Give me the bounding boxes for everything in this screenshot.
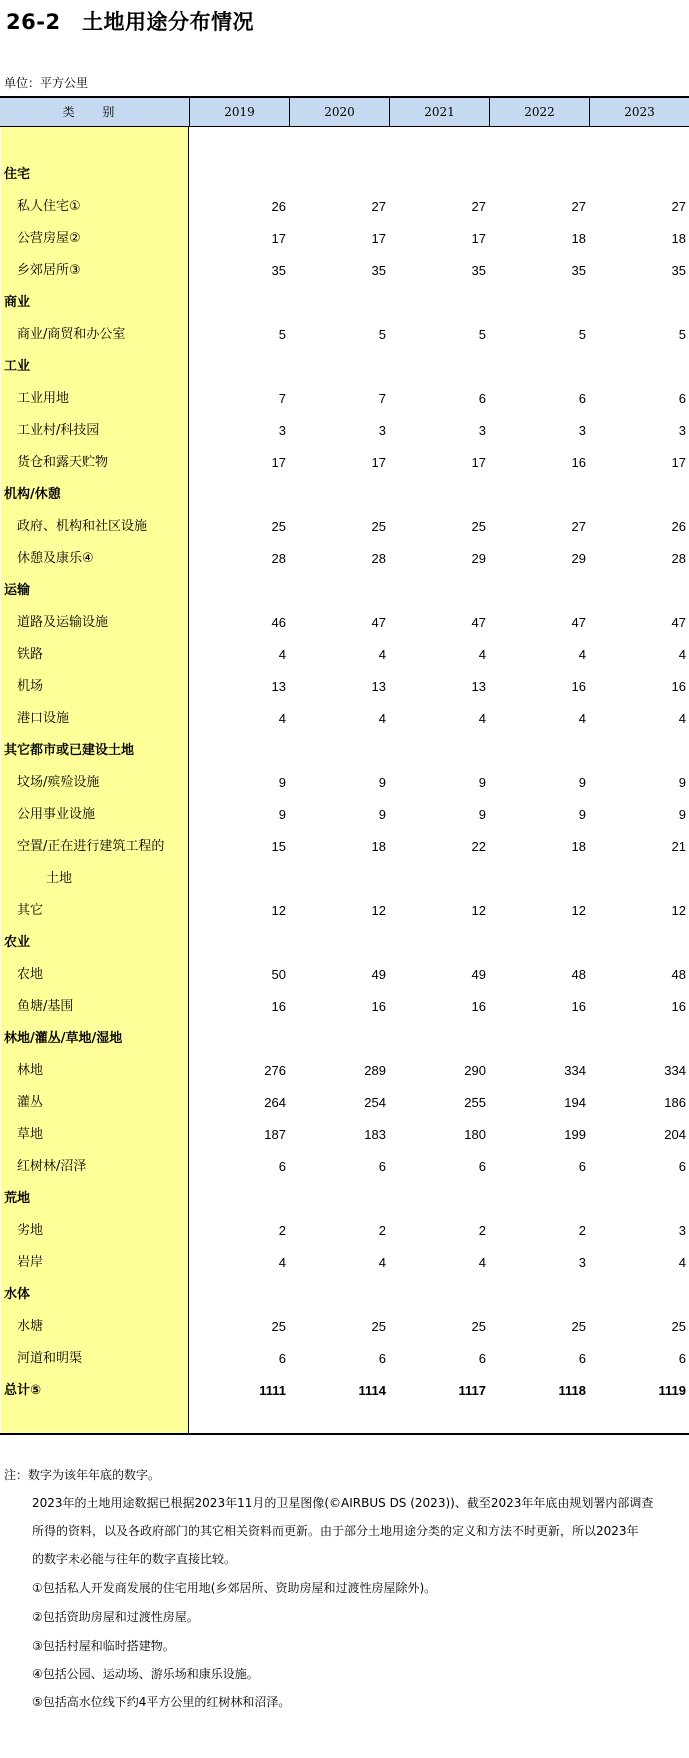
row-label: 土地	[46, 871, 73, 886]
table-row	[0, 767, 689, 799]
cell-2022: 16	[571, 679, 586, 694]
cell-2023: 9	[678, 775, 686, 790]
cell-2021: 22	[471, 839, 486, 854]
cell-2022: 9	[578, 775, 586, 790]
cell-2020: 35	[371, 263, 386, 278]
cell-2020: 183	[364, 1127, 386, 1142]
cell-2020: 49	[371, 967, 386, 982]
row-label: 草地	[17, 1127, 44, 1142]
cell-2020: 9	[378, 807, 386, 822]
row-label: 工业	[4, 359, 31, 374]
cell-2021: 12	[471, 903, 486, 918]
cell-2021: 9	[478, 807, 486, 822]
cell-2021: 6	[478, 1159, 486, 1174]
row-label: 岩岸	[17, 1255, 44, 1270]
table-row	[0, 1247, 689, 1279]
page-title: 26-2 土地用途分布情况	[6, 10, 255, 34]
row-label: 道路及运输设施	[17, 615, 109, 630]
row-label: 荒地	[4, 1191, 31, 1206]
cell-2023: 3	[678, 423, 686, 438]
cell-2020: 12	[371, 903, 386, 918]
cell-2023: 16	[671, 679, 686, 694]
row-label: 港口设施	[17, 711, 70, 726]
table-row	[0, 703, 689, 735]
cell-2022: 47	[571, 615, 586, 630]
row-label: 红树林/沼泽	[17, 1159, 87, 1174]
cell-2019: 25	[271, 519, 286, 534]
table-row	[0, 543, 689, 575]
row-label: 鱼塘/基围	[17, 999, 74, 1014]
header-year-2019: 2019	[189, 98, 289, 126]
cell-2019: 17	[271, 231, 286, 246]
unit-label: 单位：平方公里	[4, 76, 89, 90]
row-label: 工业用地	[17, 391, 70, 406]
cell-2019: 9	[278, 775, 286, 790]
cell-2021: 3	[478, 423, 486, 438]
table-row	[0, 191, 689, 223]
cell-2023: 4	[678, 711, 686, 726]
row-label: 公用事业设施	[17, 807, 96, 822]
cell-2022: 6	[578, 391, 586, 406]
cell-2021: 13	[471, 679, 486, 694]
table-row	[0, 1119, 689, 1151]
cell-2019: 4	[278, 647, 286, 662]
cell-2022: 48	[571, 967, 586, 982]
cell-2023: 9	[678, 807, 686, 822]
header-year-2022: 2022	[489, 98, 589, 126]
cell-2019: 2	[278, 1223, 286, 1238]
row-label: 商业	[4, 295, 31, 310]
row-label: 乡郊居所③	[17, 263, 81, 278]
cell-2020: 289	[364, 1063, 386, 1078]
table-row	[0, 1311, 689, 1343]
cell-2022: 4	[578, 647, 586, 662]
table-bottom-rule	[0, 1433, 689, 1435]
row-label: 水体	[4, 1287, 31, 1302]
cell-2022: 35	[571, 263, 586, 278]
row-label: 工业村/科技园	[17, 423, 100, 438]
cell-2021: 5	[478, 327, 486, 342]
group-row	[0, 1279, 689, 1311]
cell-2021: 16	[471, 999, 486, 1014]
row-label: 农业	[4, 935, 31, 950]
table-row	[0, 639, 689, 671]
cell-2023: 48	[671, 967, 686, 982]
cell-2021: 27	[471, 199, 486, 214]
cell-2023: 12	[671, 903, 686, 918]
cell-2023: 6	[678, 1351, 686, 1366]
row-label: 机场	[17, 679, 44, 694]
cell-2022: 18	[571, 839, 586, 854]
cell-2020: 5	[378, 327, 386, 342]
cell-2020: 9	[378, 775, 386, 790]
table-row	[0, 1215, 689, 1247]
table-row	[0, 383, 689, 415]
row-label: 私人住宅①	[17, 199, 81, 214]
cell-2019: 9	[278, 807, 286, 822]
cell-2020: 17	[371, 231, 386, 246]
row-label: 机构/休憩	[4, 487, 61, 502]
cell-2022: 25	[571, 1319, 586, 1334]
row-label: 其它都市或已建设土地	[4, 743, 135, 758]
table-row	[0, 223, 689, 255]
cell-2020: 1114	[358, 1383, 386, 1398]
cell-2021: 25	[471, 519, 486, 534]
cell-2019: 3	[278, 423, 286, 438]
row-label: 林地/灌丛/草地/湿地	[4, 1031, 123, 1046]
table-row	[0, 1087, 689, 1119]
cell-2020: 25	[371, 519, 386, 534]
row-label: 劣地	[17, 1223, 44, 1238]
cell-2021: 6	[478, 391, 486, 406]
row-label: 住宅	[4, 167, 31, 182]
row-label: 农地	[17, 967, 44, 982]
cell-2020: 17	[371, 455, 386, 470]
cell-2019: 13	[271, 679, 286, 694]
cell-2021: 4	[478, 647, 486, 662]
table-row	[0, 991, 689, 1023]
cell-2021: 2	[478, 1223, 486, 1238]
cell-2020: 254	[364, 1095, 386, 1110]
group-row	[0, 1183, 689, 1215]
cell-2021: 49	[471, 967, 486, 982]
row-label: 铁路	[17, 647, 44, 662]
cell-2019: 12	[271, 903, 286, 918]
cell-2021: 35	[471, 263, 486, 278]
cell-2019: 1111	[259, 1383, 286, 1398]
cell-2023: 25	[671, 1319, 686, 1334]
cell-2019: 7	[278, 391, 286, 406]
cell-2023: 3	[678, 1223, 686, 1238]
cell-2021: 9	[478, 775, 486, 790]
cell-2020: 6	[378, 1159, 386, 1174]
cell-2022: 1118	[558, 1383, 586, 1398]
table-row	[0, 447, 689, 479]
header-category: 类 别	[62, 105, 127, 119]
group-row	[0, 287, 689, 319]
cell-2019: 6	[278, 1351, 286, 1366]
cell-2023: 35	[671, 263, 686, 278]
row-label: 坟场/殡殓设施	[17, 775, 100, 790]
cell-2023: 6	[678, 1159, 686, 1174]
cell-2022: 16	[571, 455, 586, 470]
cell-2023: 4	[678, 1255, 686, 1270]
cell-2023: 186	[664, 1095, 686, 1110]
cell-2019: 26	[271, 199, 286, 214]
cell-2023: 334	[664, 1063, 686, 1078]
cell-2022: 9	[578, 807, 586, 822]
cell-2021: 180	[464, 1127, 486, 1142]
cell-2019: 28	[271, 551, 286, 566]
table-row	[0, 1055, 689, 1087]
land-use-table	[0, 96, 689, 1436]
cell-2022: 27	[571, 199, 586, 214]
cell-2022: 3	[578, 423, 586, 438]
row-label: 运输	[4, 583, 31, 598]
footnote-5: ⑤包括高水位线下约4平方公里的红树林和沼泽。	[32, 1695, 291, 1709]
cell-2019: 5	[278, 327, 286, 342]
cell-2021: 4	[478, 1255, 486, 1270]
cell-2020: 4	[378, 1255, 386, 1270]
table-row	[0, 831, 689, 863]
cell-2022: 2	[578, 1223, 586, 1238]
cell-2021: 47	[471, 615, 486, 630]
cell-2019: 17	[271, 455, 286, 470]
cell-2022: 199	[564, 1127, 586, 1142]
header-year-2021: 2021	[389, 98, 489, 126]
cell-2020: 13	[371, 679, 386, 694]
table-row	[0, 511, 689, 543]
group-row	[0, 1023, 689, 1055]
cell-2019: 25	[271, 1319, 286, 1334]
row-label: 水塘	[17, 1319, 44, 1334]
note-line: 2023年的土地用途数据已根据2023年11月的卫星图像(©AIRBUS DS (2023))、截至2023年年底由规划署内部调查	[32, 1496, 654, 1510]
cell-2023: 26	[671, 519, 686, 534]
cell-2023: 4	[678, 647, 686, 662]
row-label: 空置/正在进行建筑工程的	[17, 839, 165, 854]
table-row	[0, 863, 689, 895]
cell-2023: 1119	[658, 1383, 686, 1398]
cell-2020: 27	[371, 199, 386, 214]
cell-2021: 290	[464, 1063, 486, 1078]
group-row	[0, 735, 689, 767]
cell-2021: 17	[471, 455, 486, 470]
total-row	[0, 1375, 689, 1407]
cell-2020: 7	[378, 391, 386, 406]
footnote-2: ②包括资助房屋和过渡性房屋。	[32, 1610, 199, 1624]
cell-2021: 29	[471, 551, 486, 566]
table-row	[0, 607, 689, 639]
cell-2022: 16	[571, 999, 586, 1014]
header-year-2020: 2020	[289, 98, 389, 126]
group-row	[0, 159, 689, 191]
row-label: 其它	[17, 903, 44, 918]
cell-2023: 27	[671, 199, 686, 214]
cell-2020: 4	[378, 711, 386, 726]
table-row	[0, 255, 689, 287]
cell-2021: 1117	[458, 1383, 486, 1398]
cell-2023: 47	[671, 615, 686, 630]
group-row	[0, 927, 689, 959]
cell-2019: 35	[271, 263, 286, 278]
cell-2022: 6	[578, 1159, 586, 1174]
table-row	[0, 319, 689, 351]
table-row	[0, 1151, 689, 1183]
table-row	[0, 895, 689, 927]
group-row	[0, 351, 689, 383]
table-header-row	[0, 98, 689, 127]
cell-2023: 21	[671, 839, 686, 854]
table-row	[0, 671, 689, 703]
footnote-4: ④包括公园、运动场、游乐场和康乐设施。	[32, 1667, 259, 1681]
table-row	[0, 799, 689, 831]
cell-2022: 6	[578, 1351, 586, 1366]
cell-2022: 3	[578, 1255, 586, 1270]
cell-2021: 6	[478, 1351, 486, 1366]
cell-2020: 6	[378, 1351, 386, 1366]
row-label: 政府、机构和社区设施	[17, 519, 148, 534]
cell-2020: 28	[371, 551, 386, 566]
cell-2021: 255	[464, 1095, 486, 1110]
cell-2021: 4	[478, 711, 486, 726]
cell-2022: 27	[571, 519, 586, 534]
cell-2022: 5	[578, 327, 586, 342]
row-label: 林地	[17, 1063, 44, 1078]
cell-2019: 50	[271, 967, 286, 982]
cell-2019: 264	[264, 1095, 286, 1110]
cell-2019: 16	[271, 999, 286, 1014]
cell-2022: 194	[564, 1095, 586, 1110]
note-line: 所得的资料，以及各政府部门的其它相关资料而更新。由于部分土地用途分类的定义和方法不时更新，所以2023年	[32, 1524, 639, 1538]
cell-2023: 6	[678, 391, 686, 406]
cell-2022: 29	[571, 551, 586, 566]
cell-2023: 18	[671, 231, 686, 246]
cell-2023: 17	[671, 455, 686, 470]
row-label: 河道和明渠	[17, 1351, 83, 1366]
cell-2022: 18	[571, 231, 586, 246]
cell-2020: 16	[371, 999, 386, 1014]
cell-2019: 187	[264, 1127, 286, 1142]
cell-2021: 17	[471, 231, 486, 246]
table-row	[0, 959, 689, 991]
cell-2020: 2	[378, 1223, 386, 1238]
cell-2020: 25	[371, 1319, 386, 1334]
cell-2022: 4	[578, 711, 586, 726]
row-label: 商业/商贸和办公室	[17, 327, 126, 342]
cell-2019: 15	[271, 839, 286, 854]
cell-2019: 46	[271, 615, 286, 630]
group-row	[0, 479, 689, 511]
cell-2019: 6	[278, 1159, 286, 1174]
footnote-3: ③包括村屋和临时搭建物。	[32, 1639, 175, 1653]
cell-2022: 12	[571, 903, 586, 918]
row-label: 总计⑤	[4, 1383, 42, 1398]
row-label: 灌丛	[17, 1095, 44, 1110]
table-row	[0, 1343, 689, 1375]
cell-2019: 4	[278, 1255, 286, 1270]
cell-2023: 204	[664, 1127, 686, 1142]
cell-2020: 47	[371, 615, 386, 630]
cell-2021: 25	[471, 1319, 486, 1334]
cell-2020: 3	[378, 423, 386, 438]
cell-2023: 28	[671, 551, 686, 566]
note-line: 的数字未必能与往年的数字直接比较。	[32, 1552, 237, 1566]
cell-2020: 4	[378, 647, 386, 662]
row-label: 休憩及康乐④	[17, 551, 94, 566]
cell-2019: 276	[264, 1063, 286, 1078]
table-row	[0, 415, 689, 447]
cell-2023: 16	[671, 999, 686, 1014]
header-year-2023: 2023	[589, 98, 689, 126]
row-label: 货仓和露天贮物	[17, 455, 109, 470]
cell-2019: 4	[278, 711, 286, 726]
row-label: 公营房屋②	[17, 231, 81, 246]
group-row	[0, 575, 689, 607]
cell-2022: 334	[564, 1063, 586, 1078]
cell-2020: 18	[371, 839, 386, 854]
notes-heading: 注：数字为该年年底的数字。	[4, 1468, 161, 1482]
cell-2023: 5	[678, 327, 686, 342]
footnote-1: ①包括私人开发商发展的住宅用地(乡郊居所、资助房屋和过渡性房屋除外)。	[32, 1581, 437, 1595]
